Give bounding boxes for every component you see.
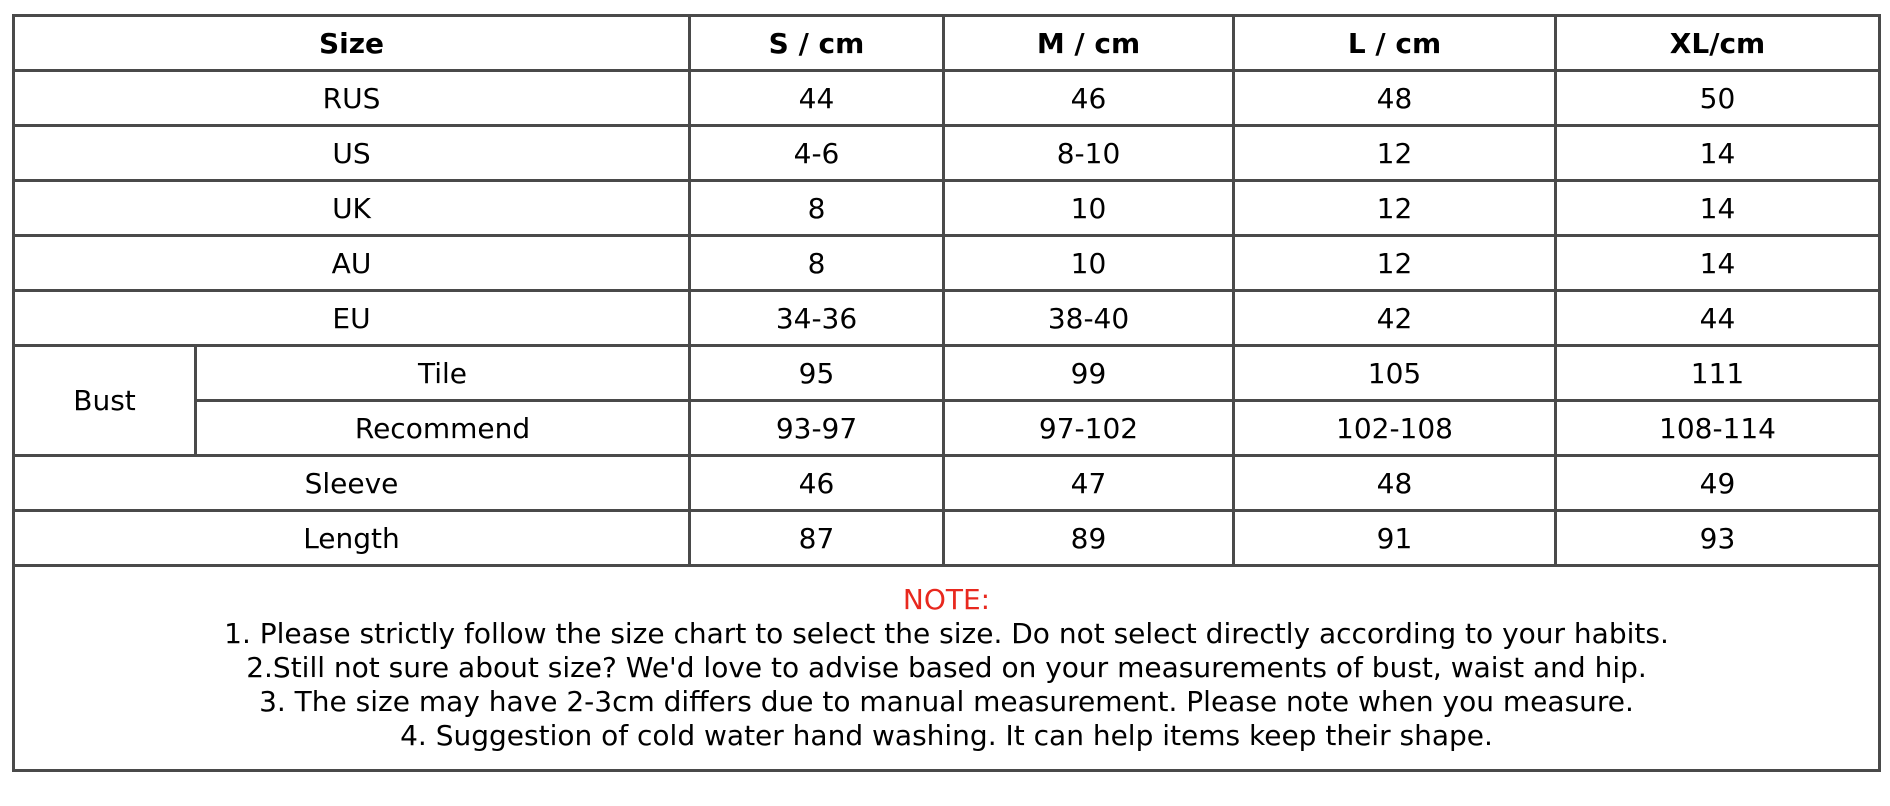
- cell: 4-6: [690, 126, 944, 181]
- table-row: [14, 126, 1880, 181]
- cell: 10: [944, 181, 1234, 236]
- cell: 97-102: [944, 401, 1234, 456]
- cell: 38-40: [944, 291, 1234, 346]
- header-m: M / cm: [944, 16, 1234, 71]
- note-cell: [14, 566, 1880, 771]
- cell: 99: [944, 346, 1234, 401]
- header-l: L / cm: [1234, 16, 1556, 71]
- note-line-1: 1. Please strictly follow the size chart to select the size. Do not select directly according to your habits.: [224, 617, 1669, 650]
- row-label: US: [14, 126, 690, 181]
- table-row: [14, 236, 1880, 291]
- cell: 47: [944, 456, 1234, 511]
- header-xl: XL/cm: [1556, 16, 1880, 71]
- row-label: RUS: [14, 71, 690, 126]
- cell: 93-97: [690, 401, 944, 456]
- cell: 10: [944, 236, 1234, 291]
- table-row: [14, 401, 1880, 456]
- row-label: EU: [14, 291, 690, 346]
- cell: 50: [1556, 71, 1880, 126]
- cell: 44: [690, 71, 944, 126]
- table-row: [14, 291, 1880, 346]
- cell: 102-108: [1234, 401, 1556, 456]
- row-label: UK: [14, 181, 690, 236]
- cell: 34-36: [690, 291, 944, 346]
- header-size: Size: [14, 16, 690, 71]
- cell: 105: [1234, 346, 1556, 401]
- cell: 89: [944, 511, 1234, 566]
- cell: 48: [1234, 456, 1556, 511]
- note-row: [14, 566, 1880, 771]
- note-line-4: 4. Suggestion of cold water hand washing. It can help items keep their shape.: [400, 719, 1493, 752]
- note-line-2: 2.Still not sure about size? We'd love to advise based on your measurements of bust, waist and hip.: [246, 651, 1647, 684]
- table-row: [14, 71, 1880, 126]
- table-row: [14, 181, 1880, 236]
- cell: 93: [1556, 511, 1880, 566]
- cell: 48: [1234, 71, 1556, 126]
- table-row: [14, 456, 1880, 511]
- cell: 14: [1556, 236, 1880, 291]
- cell: 12: [1234, 181, 1556, 236]
- header-row: [14, 16, 1880, 71]
- cell: 46: [690, 456, 944, 511]
- cell: 49: [1556, 456, 1880, 511]
- table-row: [14, 511, 1880, 566]
- row-label: Sleeve: [14, 456, 690, 511]
- cell: 14: [1556, 181, 1880, 236]
- cell: 46: [944, 71, 1234, 126]
- cell: 8: [690, 181, 944, 236]
- row-label: Recommend: [196, 401, 690, 456]
- header-s: S / cm: [690, 16, 944, 71]
- cell: 91: [1234, 511, 1556, 566]
- bust-label: Bust: [14, 346, 196, 456]
- note-title: NOTE:: [902, 583, 991, 616]
- row-label: Length: [14, 511, 690, 566]
- cell: 8-10: [944, 126, 1234, 181]
- cell: 12: [1234, 236, 1556, 291]
- cell: 87: [690, 511, 944, 566]
- size-chart-sheet: [12, 14, 1878, 772]
- table-row: [14, 346, 1880, 401]
- cell: 108-114: [1556, 401, 1880, 456]
- cell: 14: [1556, 126, 1880, 181]
- cell: 42: [1234, 291, 1556, 346]
- cell: 44: [1556, 291, 1880, 346]
- cell: 111: [1556, 346, 1880, 401]
- size-chart-table: [12, 14, 1881, 772]
- row-label: AU: [14, 236, 690, 291]
- cell: 12: [1234, 126, 1556, 181]
- row-label: Tile: [196, 346, 690, 401]
- note-line-3: 3. The size may have 2-3cm differs due to manual measurement. Please note when you measure.: [259, 685, 1634, 718]
- cell: 95: [690, 346, 944, 401]
- cell: 8: [690, 236, 944, 291]
